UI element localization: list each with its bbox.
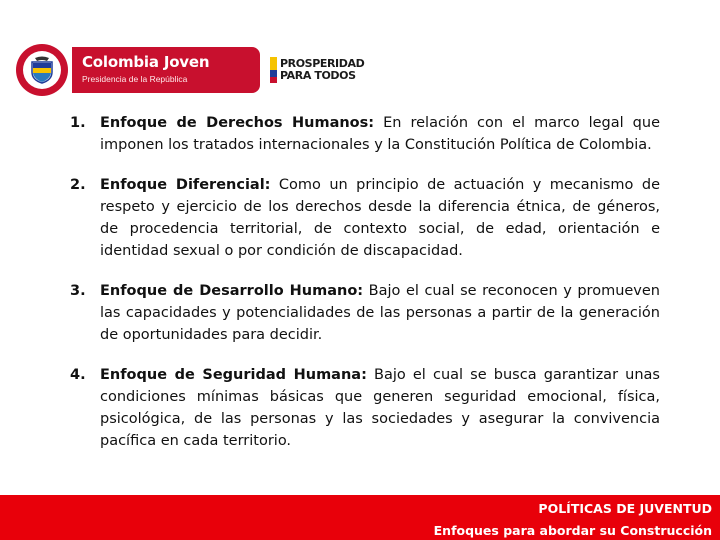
item-number: 2. bbox=[70, 177, 86, 193]
brand-title: Colombia Joven bbox=[82, 53, 210, 71]
list-item bbox=[70, 364, 660, 452]
colombia-joven-logo bbox=[72, 47, 260, 93]
prosperidad-logo bbox=[270, 55, 364, 85]
item-text: En relación con el marco legal que imponen los tratados internacionales y la Constitución Política de Colombia. bbox=[100, 115, 661, 153]
item-term: Enfoque de Seguridad Humana: bbox=[100, 367, 367, 383]
item-term: Enfoque de Desarrollo Humano: bbox=[100, 283, 364, 299]
approach-list bbox=[70, 112, 660, 470]
prosperidad-line2: PARA TODOS bbox=[280, 69, 356, 82]
list-item bbox=[70, 280, 660, 346]
item-text: Como un principio de actuación y mecanismo de respeto y ejercicio de los derechos desde la diferencia étnica, de géneros, de procedencia territorial, de contexto social, de edad, orientación e identidad sexual o por condición de discapacidad. bbox=[100, 177, 660, 259]
item-number: 3. bbox=[70, 283, 86, 299]
item-number: 1. bbox=[70, 115, 86, 131]
item-term: Enfoque de Derechos Humanos: bbox=[100, 115, 375, 131]
list-item bbox=[70, 174, 660, 262]
footer-subtitle: Enfoques para abordar su Construcción bbox=[433, 523, 712, 538]
item-text: Bajo el cual se reconocen y promueven las capacidades y potencialidades de las personas a partir de la generación de oportunidades para decidir. bbox=[100, 283, 661, 343]
footer-banner bbox=[0, 495, 720, 540]
colombia-seal-icon bbox=[16, 44, 68, 96]
header bbox=[16, 44, 364, 96]
list-item bbox=[70, 112, 660, 156]
brand-subtitle: Presidencia de la República bbox=[82, 74, 188, 84]
footer-title: POLÍTICAS DE JUVENTUD bbox=[538, 501, 712, 516]
coat-of-arms-icon bbox=[29, 56, 55, 84]
item-text: Bajo el cual se busca garantizar unas condiciones mínimas básicas que generen seguridad emocional, física, psicológica, de las personas y las sociedades y asegurar la convivencia pacífica en cada territorio. bbox=[100, 367, 660, 449]
item-number: 4. bbox=[70, 367, 86, 383]
item-term: Enfoque Diferencial: bbox=[100, 177, 271, 193]
colombia-flag-icon bbox=[270, 57, 277, 83]
prosperidad-line1: PROSPERIDAD bbox=[280, 57, 365, 70]
